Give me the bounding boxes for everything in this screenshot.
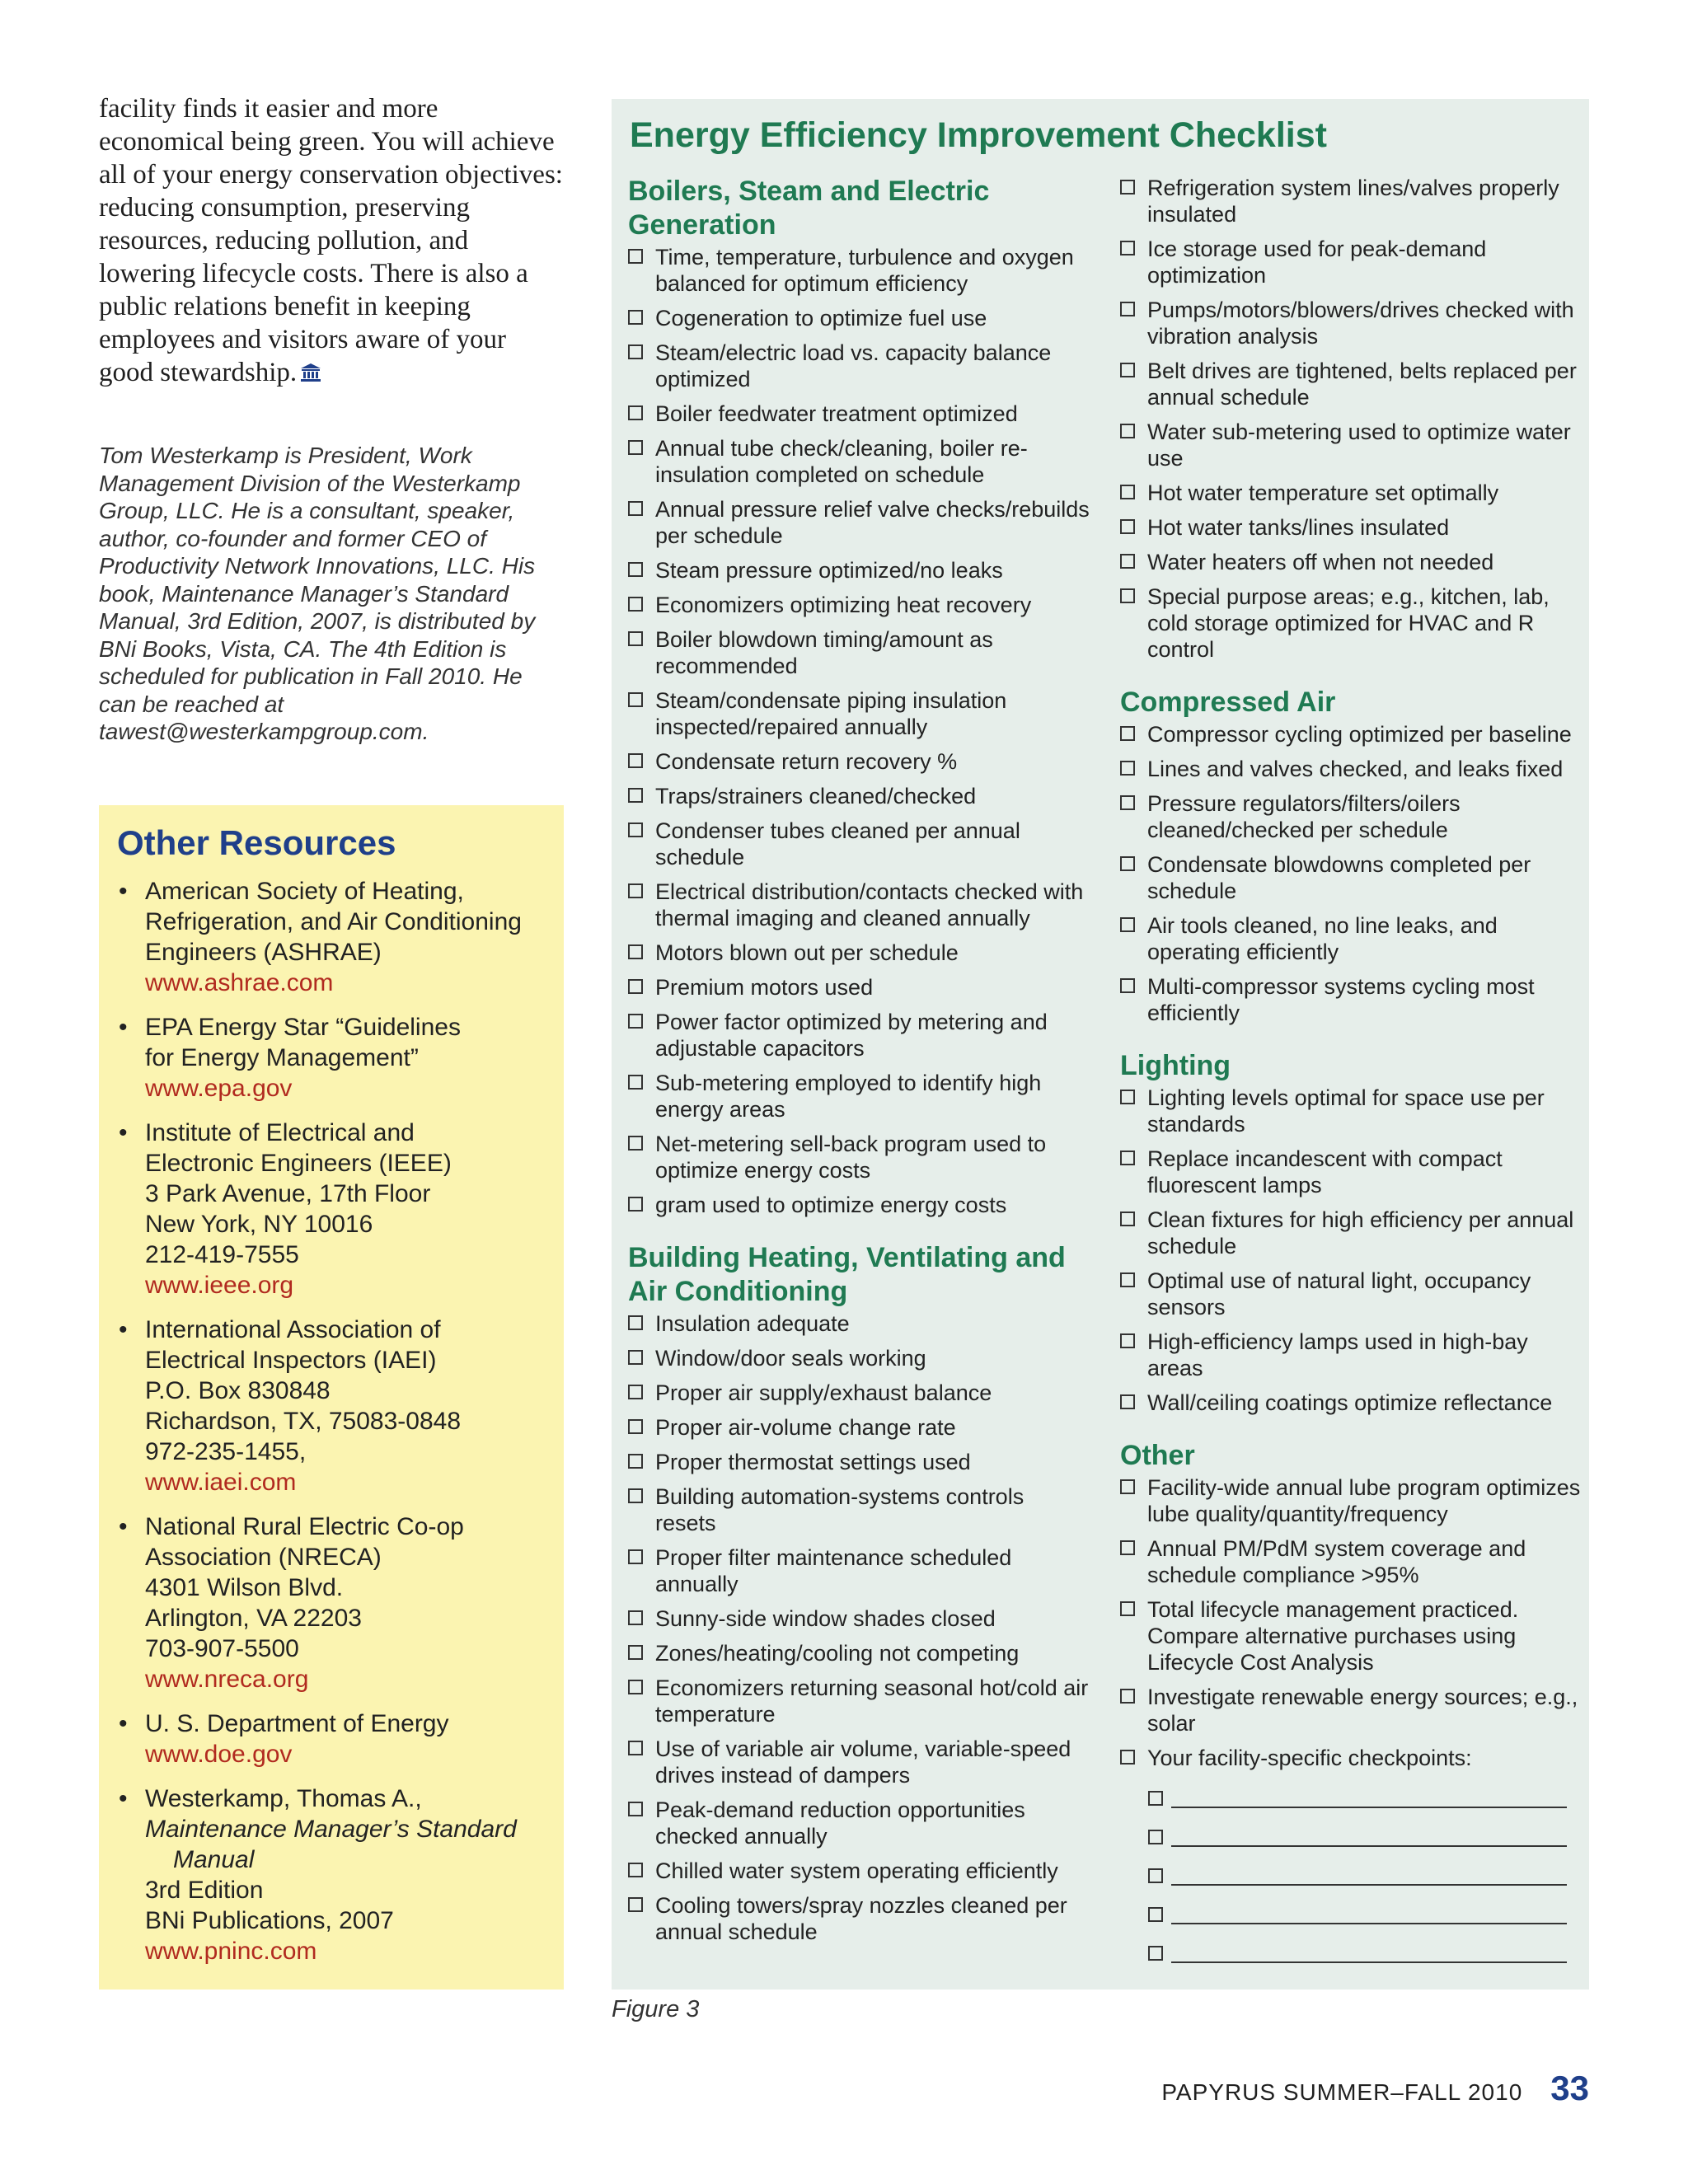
checklist-item-label: Belt drives are tightened, belts replaced per annual schedule	[1147, 359, 1577, 410]
blank-line	[1171, 1923, 1567, 1924]
resource-item	[117, 1315, 546, 1497]
checklist-item[interactable]	[628, 305, 1090, 331]
checklist-item[interactable]	[628, 244, 1090, 297]
checklist-item[interactable]	[628, 1070, 1090, 1122]
resource-text-line: Richardson, TX, 75083-0848	[145, 1408, 462, 1435]
checkbox-icon[interactable]	[628, 788, 643, 803]
checkbox-icon[interactable]	[1120, 1394, 1135, 1409]
resource-text-line: BNi Publications, 2007	[145, 1907, 394, 1934]
checklist-item-label: Electrical distribution/contacts checked with thermal imaging and cleaned annually	[655, 879, 1084, 930]
checklist-item-label: Premium motors used	[655, 975, 874, 1000]
resource-text-line: Engineers (ASHRAE)	[145, 939, 382, 966]
facility-specific-blanks	[1120, 1779, 1582, 1973]
checklist-item[interactable]	[628, 1605, 1090, 1632]
checklist-item[interactable]	[628, 592, 1090, 618]
checkbox-icon[interactable]	[628, 753, 643, 768]
checkbox-icon[interactable]	[1120, 1272, 1135, 1287]
checkbox-icon[interactable]	[628, 1197, 643, 1212]
checklist-item[interactable]	[1120, 1268, 1582, 1320]
resource-text-line: National Rural Electric Co-op	[145, 1513, 464, 1540]
resource-item	[117, 876, 546, 998]
checklist-item[interactable]	[628, 1858, 1090, 1884]
checkbox-icon[interactable]	[628, 501, 643, 516]
checklist-item[interactable]	[628, 1414, 1090, 1441]
bullet-icon: •	[119, 1119, 128, 1146]
checklist-item-label: Boiler feedwater treatment optimized	[655, 401, 1018, 426]
checkbox-icon[interactable]	[1120, 1333, 1135, 1348]
checkbox-icon[interactable]	[628, 249, 643, 264]
checkbox-icon[interactable]	[628, 1385, 643, 1399]
resource-text-line: 703-907-5500	[145, 1635, 299, 1662]
checklist-item-label: Refrigeration system lines/valves properly insulated	[1147, 176, 1559, 227]
checklist-item[interactable]	[1120, 1329, 1582, 1381]
checklist-item-label: Ice storage used for peak-demand optimization	[1147, 237, 1487, 288]
checkbox-icon[interactable]	[628, 1680, 643, 1694]
resource-text-line: P.O. Box 830848	[145, 1377, 331, 1404]
checkbox-icon[interactable]	[1120, 1151, 1135, 1165]
checklist-item[interactable]	[628, 626, 1090, 679]
checkbox-icon[interactable]	[628, 692, 643, 707]
resource-text-line: 4301 Wilson Blvd.	[145, 1574, 344, 1601]
checklist-item[interactable]	[1120, 1146, 1582, 1198]
resource-url-link[interactable]: www.ashrae.com	[145, 969, 334, 996]
checklist-item[interactable]	[628, 1675, 1090, 1727]
checkbox-icon[interactable]	[628, 1863, 643, 1877]
resource-item	[117, 1118, 546, 1301]
checklist-item-label: Lines and valves checked, and leaks fixed	[1147, 757, 1564, 781]
resource-text-line: 3 Park Avenue, 17th Floor	[145, 1180, 431, 1207]
checklist-item[interactable]	[1120, 514, 1582, 541]
checkbox-icon[interactable]	[628, 405, 643, 420]
checklist-item-label: Annual pressure relief valve checks/rebuilds per schedule	[655, 497, 1090, 548]
checkbox-icon[interactable]	[1120, 1689, 1135, 1704]
checklist-item-label: Economizers optimizing heat recovery	[655, 593, 1032, 617]
checklist-item[interactable]	[628, 818, 1090, 870]
page-number: 33	[1550, 2069, 1589, 2107]
checklist-item-label: Zones/heating/cooling not competing	[655, 1641, 1020, 1666]
resource-text-line: 212-419-7555	[145, 1241, 299, 1268]
checklist-item[interactable]	[628, 1449, 1090, 1475]
bullet-icon: •	[119, 1513, 128, 1540]
checklist-item-label: Steam/condensate piping insulation inspected/repaired annually	[655, 688, 1007, 739]
checklist-item-label: Chilled water system operating efficiently	[655, 1858, 1058, 1883]
checklist-item-label: Time, temperature, turbulence and oxygen balanced for optimum efficiency	[655, 245, 1074, 296]
checkbox-icon[interactable]	[628, 1802, 643, 1816]
section-heading-lighting: Lighting	[1120, 1050, 1231, 1081]
checklist-item-label: Building automation-systems controls resets	[655, 1484, 1025, 1535]
checkbox-icon[interactable]	[1148, 1946, 1163, 1961]
blank-line	[1171, 1807, 1567, 1808]
checklist-item-label: Proper air supply/exhaust balance	[655, 1380, 992, 1405]
checkbox-icon[interactable]	[628, 1549, 643, 1564]
checkbox-icon[interactable]	[1120, 761, 1135, 776]
checklist-item-label: Pumps/motors/blowers/drives checked with vibration analysis	[1147, 298, 1574, 349]
energy-checklist-panel	[612, 99, 1589, 1990]
checklist-item-label: Proper air-volume change rate	[655, 1415, 956, 1440]
checklist-item[interactable]	[1120, 1390, 1582, 1416]
checklist-item[interactable]	[628, 1131, 1090, 1183]
bullet-icon: •	[119, 1316, 128, 1343]
checklist-item[interactable]	[1120, 1596, 1582, 1675]
checklist-item-label: Multi-compressor systems cycling most efficiently	[1147, 974, 1535, 1025]
checklist-item-label: Clean fixtures for high efficiency per annual schedule	[1147, 1207, 1574, 1258]
checklist-item-label: Annual tube check/cleaning, boiler re-insulation completed on schedule	[655, 436, 1028, 487]
checkbox-icon[interactable]	[628, 1075, 643, 1090]
checkbox-icon[interactable]	[628, 562, 643, 577]
checkbox-icon[interactable]	[628, 1454, 643, 1469]
checklist-item[interactable]	[1120, 480, 1582, 506]
resource-item	[117, 1012, 546, 1104]
checkbox-icon[interactable]	[1148, 1868, 1163, 1883]
checklist-item-label: Peak-demand reduction opportunities checked annually	[655, 1797, 1025, 1849]
resource-text-line: 3rd Edition	[145, 1877, 264, 1904]
checklist-item-label: Hot water temperature set optimally	[1147, 480, 1499, 505]
blank-checkpoint-row[interactable]	[1120, 1857, 1582, 1896]
checklist-item-label: Power factor optimized by metering and adjustable capacitors	[655, 1010, 1048, 1061]
checklist-item[interactable]	[1120, 851, 1582, 904]
resource-text-line: International Association of	[145, 1316, 441, 1343]
checklist-item-label: Motors blown out per schedule	[655, 940, 959, 965]
checklist-item[interactable]	[628, 748, 1090, 775]
other-resources-box	[99, 805, 564, 1990]
checklist-item[interactable]	[628, 940, 1090, 966]
checkbox-icon[interactable]	[1120, 424, 1135, 438]
checklist-item-label: Annual PM/PdM system coverage and schedule compliance >95%	[1147, 1536, 1526, 1587]
checkbox-icon[interactable]	[1120, 1479, 1135, 1494]
checklist-item-label: Boiler blowdown timing/amount as recommended	[655, 627, 993, 678]
checklist-item-label: Condensate return recovery %	[655, 749, 958, 774]
resource-text-line: Maintenance Manager’s Standard	[145, 1816, 517, 1843]
checklist-title: Energy Efficiency Improvement Checklist	[630, 115, 1327, 155]
resource-text-line: Institute of Electrical and	[145, 1119, 415, 1146]
resource-url-link[interactable]: www.pninc.com	[145, 1938, 317, 1965]
bullet-icon: •	[119, 1014, 128, 1041]
checklist-item[interactable]	[1120, 549, 1582, 575]
resource-text-line: U. S. Department of Energy	[145, 1710, 449, 1737]
checklist-item[interactable]	[628, 879, 1090, 931]
blank-checkpoint-row[interactable]	[1120, 1934, 1582, 1973]
checkbox-icon[interactable]	[1120, 363, 1135, 377]
resources-list	[117, 876, 546, 1966]
checklist-item-label: Air tools cleaned, no line leaks, and operating efficiently	[1147, 913, 1498, 964]
refrigeration-checklist	[1120, 175, 1582, 663]
checklist-item[interactable]	[628, 340, 1090, 392]
checklist-item[interactable]	[628, 1345, 1090, 1371]
checklist-item[interactable]	[628, 783, 1090, 809]
resource-text-line: American Society of Heating,	[145, 878, 464, 905]
checkbox-icon[interactable]	[1120, 554, 1135, 569]
checklist-item[interactable]	[628, 401, 1090, 427]
checklist-item[interactable]	[1120, 756, 1582, 782]
checklist-item-label: Steam pressure optimized/no leaks	[655, 558, 1003, 583]
checklist-item[interactable]	[628, 687, 1090, 740]
checklist-item-label: Insulation adequate	[655, 1311, 850, 1336]
checklist-item-label: Economizers returning seasonal hot/cold air temperature	[655, 1675, 1089, 1727]
checklist-column-right	[1120, 175, 1582, 1973]
section-heading-hvac: Building Heating, Ventilating and Air Conditioning	[628, 1242, 1066, 1307]
checklist-item-label: Condensate blowdowns completed per schedule	[1147, 852, 1531, 903]
checklist-item-label: Your facility-specific checkpoints:	[1147, 1746, 1472, 1770]
figure-caption: Figure 3	[612, 1996, 700, 2022]
checklist-item[interactable]	[1120, 721, 1582, 748]
checklist-item-label: Window/door seals working	[655, 1346, 926, 1371]
checklist-item[interactable]	[628, 1736, 1090, 1788]
checklist-item-label: Wall/ceiling coatings optimize reflectance	[1147, 1390, 1553, 1415]
checklist-item[interactable]	[628, 1192, 1090, 1218]
checklist-item-label: Water sub-metering used to optimize water use	[1147, 419, 1571, 471]
checkbox-icon[interactable]	[628, 440, 643, 455]
other-resources-title: Other Resources	[117, 823, 396, 862]
checkbox-icon[interactable]	[1148, 1830, 1163, 1844]
checklist-item[interactable]	[628, 435, 1090, 488]
compressed-air-checklist	[1120, 721, 1582, 1026]
checklist-item[interactable]	[1120, 1684, 1582, 1736]
article-body-paragraph	[99, 92, 565, 389]
left-column	[99, 92, 565, 746]
boilers-checklist	[628, 244, 1090, 1218]
checkbox-icon[interactable]	[1120, 519, 1135, 534]
checklist-item-label: Steam/electric load vs. capacity balance optimized	[655, 340, 1052, 391]
checklist-column-left	[628, 175, 1090, 1953]
resource-text-line: 972-235-1455,	[145, 1438, 307, 1465]
checklist-item[interactable]	[1120, 358, 1582, 410]
checkbox-icon[interactable]	[1120, 180, 1135, 194]
page-footer	[1161, 2069, 1589, 2108]
checklist-item[interactable]	[628, 1797, 1090, 1849]
checkbox-icon[interactable]	[1120, 856, 1135, 871]
checklist-item[interactable]	[628, 496, 1090, 549]
hvac-checklist	[628, 1310, 1090, 1945]
checkbox-icon[interactable]	[1148, 1791, 1163, 1806]
checklist-item[interactable]	[1120, 583, 1582, 663]
lighting-checklist	[1120, 1085, 1582, 1416]
section-heading-boilers: Boilers, Steam and Electric Generation	[628, 176, 990, 241]
checkbox-icon[interactable]	[1120, 726, 1135, 741]
checklist-item-label: Lighting levels optimal for space use per standards	[1147, 1085, 1545, 1137]
checklist-item[interactable]	[1120, 1535, 1582, 1588]
resource-url-link[interactable]: www.nreca.org	[145, 1666, 309, 1693]
checkbox-icon[interactable]	[628, 1350, 643, 1365]
checkbox-icon[interactable]	[1148, 1907, 1163, 1922]
blank-line	[1171, 1961, 1567, 1963]
resource-text-line: Refrigeration, and Air Conditioning	[145, 908, 522, 935]
checklist-item-label: Investigate renewable energy sources; e.g., solar	[1147, 1685, 1578, 1736]
checklist-item[interactable]	[628, 1380, 1090, 1406]
section-heading-other: Other	[1120, 1440, 1195, 1471]
checkbox-icon[interactable]	[1120, 241, 1135, 255]
checklist-item[interactable]	[1120, 790, 1582, 843]
resource-text-line: Manual	[173, 1846, 255, 1873]
resource-url-link[interactable]: www.doe.gov	[145, 1741, 293, 1768]
checkbox-icon[interactable]	[1120, 485, 1135, 499]
resource-text-line: New York, NY 10016	[145, 1211, 373, 1238]
checkbox-icon[interactable]	[1120, 1540, 1135, 1555]
checkbox-icon[interactable]	[628, 1136, 643, 1151]
resource-text-line: Electronic Engineers (IEEE)	[145, 1150, 452, 1177]
resource-text-line: Association (NRECA)	[145, 1544, 382, 1571]
checklist-item[interactable]	[628, 1892, 1090, 1945]
checkbox-icon[interactable]	[1120, 1212, 1135, 1226]
resource-url-link[interactable]: www.epa.gov	[145, 1075, 293, 1102]
checklist-item[interactable]	[1120, 236, 1582, 288]
checkbox-icon[interactable]	[628, 1741, 643, 1755]
checklist-item-label: Optimal use of natural light, occupancy sensors	[1147, 1268, 1531, 1319]
checklist-item[interactable]	[1120, 297, 1582, 349]
section-heading-compressed-air: Compressed Air	[1120, 687, 1336, 718]
checklist-item[interactable]	[1120, 1085, 1582, 1137]
resource-url-link[interactable]: www.ieee.org	[145, 1272, 294, 1299]
checklist-item-label: Net-metering sell-back program used to optimize energy costs	[655, 1132, 1047, 1183]
resource-item	[117, 1511, 546, 1694]
checklist-item[interactable]	[1120, 1207, 1582, 1259]
checklist-item[interactable]	[628, 1544, 1090, 1597]
checklist-item[interactable]	[1120, 1745, 1582, 1771]
other-checklist	[1120, 1474, 1582, 1771]
checklist-item[interactable]	[628, 1310, 1090, 1337]
checklist-item[interactable]	[628, 1009, 1090, 1062]
checklist-item[interactable]	[1120, 175, 1582, 227]
bullet-icon: •	[119, 878, 128, 905]
checklist-item-label: gram used to optimize energy costs	[655, 1193, 1007, 1217]
checklist-item[interactable]	[628, 974, 1090, 1001]
checklist-item-label: Proper filter maintenance scheduled annually	[655, 1545, 1012, 1596]
checklist-item[interactable]	[628, 1483, 1090, 1536]
checkbox-icon[interactable]	[628, 883, 643, 898]
resource-item	[117, 1708, 546, 1769]
resource-text-line: Arlington, VA 22203	[145, 1605, 362, 1632]
checkbox-icon[interactable]	[628, 1014, 643, 1029]
checklist-item-label: Condenser tubes cleaned per annual schedule	[655, 818, 1020, 869]
article-body-text: facility finds it easier and more economical being green. You will achieve all of your energy conservation objectives: reducing consumption, preserving resources, reducing pollution, and lowering lifecycle costs. There is also a public relations benefit in keeping employees and visitors aware of your good stewardship.	[99, 94, 563, 387]
checklist-item-label: Cogeneration to optimize fuel use	[655, 306, 987, 330]
bullet-icon: •	[119, 1785, 128, 1812]
checklist-item-label: Pressure regulators/filters/oilers cleaned/checked per schedule	[1147, 791, 1461, 842]
checklist-item-label: Special purpose areas; e.g., kitchen, lab, cold storage optimized for HVAC and R control	[1147, 584, 1550, 662]
bullet-icon: •	[119, 1710, 128, 1737]
blank-checkpoint-row[interactable]	[1120, 1779, 1582, 1818]
checkbox-icon[interactable]	[1120, 588, 1135, 603]
checkbox-icon[interactable]	[628, 979, 643, 994]
blank-checkpoint-row[interactable]	[1120, 1818, 1582, 1857]
checkbox-icon[interactable]	[628, 1315, 643, 1330]
checklist-item-label: Water heaters off when not needed	[1147, 550, 1494, 574]
checklist-item-label: Sub-metering employed to identify high energy areas	[655, 1071, 1042, 1122]
checklist-item-label: Total lifecycle management practiced. Compare alternative purchases using Lifecycle Cost Analysis	[1147, 1597, 1519, 1675]
checkbox-icon[interactable]	[1120, 978, 1135, 993]
checkbox-icon[interactable]	[628, 1897, 643, 1912]
checklist-item[interactable]	[1120, 973, 1582, 1026]
checklist-item-label: Hot water tanks/lines insulated	[1147, 515, 1450, 540]
checkbox-icon[interactable]	[628, 1419, 643, 1434]
resource-text-line: Electrical Inspectors (IAEI)	[145, 1347, 437, 1374]
checkbox-icon[interactable]	[1120, 1601, 1135, 1616]
checkbox-icon[interactable]	[1120, 795, 1135, 810]
checklist-item-label: Replace incandescent with compact fluorescent lamps	[1147, 1146, 1503, 1197]
checkbox-icon[interactable]	[628, 944, 643, 959]
resource-text-line: EPA Energy Star “Guidelines	[145, 1014, 461, 1041]
checklist-item[interactable]	[1120, 912, 1582, 965]
checklist-item-label: Facility-wide annual lube program optimizes lube quality/quantity/frequency	[1147, 1475, 1581, 1526]
checkbox-icon[interactable]	[628, 1610, 643, 1625]
checklist-item[interactable]	[1120, 419, 1582, 471]
checkbox-icon[interactable]	[628, 631, 643, 646]
checklist-item-label: High-efficiency lamps used in high-bay areas	[1147, 1329, 1528, 1380]
checklist-item[interactable]	[628, 1640, 1090, 1666]
checklist-item-label: Cooling towers/spray nozzles cleaned per annual schedule	[655, 1893, 1067, 1944]
blank-checkpoint-row[interactable]	[1120, 1896, 1582, 1934]
resource-url-link[interactable]: www.iaei.com	[145, 1469, 297, 1496]
checkbox-icon[interactable]	[628, 597, 643, 612]
building-icon	[300, 363, 321, 382]
checklist-item[interactable]	[628, 557, 1090, 583]
checkbox-icon[interactable]	[1120, 302, 1135, 316]
blank-line	[1171, 1884, 1567, 1886]
checkbox-icon[interactable]	[1120, 917, 1135, 932]
checkbox-icon[interactable]	[1120, 1750, 1135, 1765]
checklist-item-label: Compressor cycling optimized per baseline	[1147, 722, 1572, 747]
checkbox-icon[interactable]	[628, 1645, 643, 1660]
checkbox-icon[interactable]	[628, 823, 643, 837]
checkbox-icon[interactable]	[628, 344, 643, 359]
resource-item	[117, 1783, 546, 1966]
blank-line	[1171, 1845, 1567, 1847]
checklist-item-label: Use of variable air volume, variable-speed drives instead of dampers	[655, 1736, 1071, 1788]
checklist-item-label: Sunny-side window shades closed	[655, 1606, 996, 1631]
resource-text-line: for Energy Management”	[145, 1044, 419, 1071]
checklist-item[interactable]	[1120, 1474, 1582, 1527]
checklist-item-label: Proper thermostat settings used	[655, 1450, 971, 1474]
checklist-item-label: Traps/strainers cleaned/checked	[655, 784, 977, 808]
author-bio: Tom Westerkamp is President, Work Management Division of the Westerkamp Group, LLC. He is a consultant, speaker, author, co-founder and former CEO of Productivity Network Innovations, LLC. His book, Maintenance Manager’s Standard Manual, 3rd Edition, 2007, is distributed by BNi Books, Vista, CA. The 4th Edition is scheduled for publication in Fall 2010. He can be reached at tawest@westerkampgroup.com.	[99, 443, 536, 744]
checkbox-icon[interactable]	[628, 310, 643, 325]
publication-name: PAPYRUS SUMMER–FALL 2010	[1161, 2079, 1523, 2105]
checkbox-icon[interactable]	[1120, 1090, 1135, 1104]
resource-text-line: Westerkamp, Thomas A.,	[145, 1785, 422, 1812]
checkbox-icon[interactable]	[628, 1488, 643, 1503]
